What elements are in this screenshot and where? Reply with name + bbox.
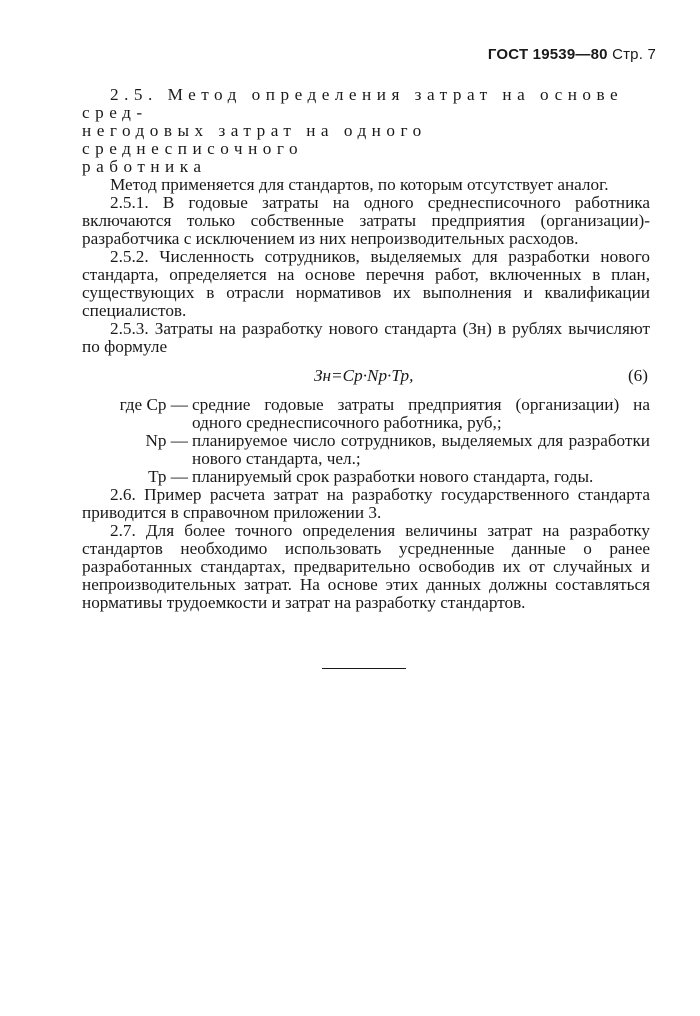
section-2-5-2: 2.5.2. Численность сотрудников, выделяемых для разработки нового стандарта, определяется на основе перечня работ, включенных в план, существующих в отрасли нормативов их выполнения и квалификации специалистов. [82, 247, 650, 320]
symbol-definitions [82, 396, 650, 486]
document-body [82, 86, 650, 612]
definition-text: планируемый срок разработки нового стандарта, годы. [192, 467, 594, 486]
section-2-5-text: Метод применяется для стандартов, по которым отсутствует аналог. [110, 175, 609, 194]
section-2-7: 2.7. Для более точного определения величины затрат на разработку стандартов необходимо использовать усредненные данные о ранее разработанных стандартах, предварительно освободив их от случайных и непроизводительных затрат. На основе этих данных должны составляться нормативы трудоемкости и затрат на разработку стандартов. [82, 521, 650, 612]
section-2-5-title-line3: работника [82, 157, 207, 176]
definition-item [82, 468, 650, 486]
standard-number: ГОСТ 19539—80 [487, 46, 608, 63]
definition-item [82, 432, 650, 468]
definition-item [82, 396, 650, 432]
definition-symbol: Тр — [148, 467, 188, 486]
page-header [488, 46, 656, 63]
definition-symbol: Nр — [145, 431, 188, 450]
definition-text: планируемое число сотрудников, выделяемых для разработки нового стандарта, чел.; [192, 431, 650, 468]
formula: Зн=Ср·Nр·Тр, [314, 366, 414, 385]
end-divider [322, 668, 406, 669]
definition-symbol: где Ср — [119, 395, 188, 414]
section-2-5-3: 2.5.3. Затраты на разработку нового стандарта (Зн) в рублях вычисляют по формуле [82, 319, 650, 356]
definition-text: средние годовые затраты предприятия (организации) на одного среднесписочного работника, руб,; [192, 395, 650, 432]
section-2-5-title-line1: 2.5. Метод определения затрат на основе сред- [82, 85, 624, 122]
formula-row [82, 362, 650, 394]
formula-number: (6) [627, 366, 648, 385]
section-2-6: 2.6. Пример расчета затрат на разработку государственного стандарта приводится в справочном приложении 3. [82, 485, 650, 522]
section-2-5-title-line2: негодовых затрат на одного среднесписочного [82, 121, 427, 158]
page-number: Стр. 7 [612, 46, 656, 63]
section-2-5-1: 2.5.1. В годовые затраты на одного среднесписочного работника включаются только собственные затраты предприятия (организации)-разработчика с исключением из них непроизводительных расходов. [82, 193, 650, 248]
